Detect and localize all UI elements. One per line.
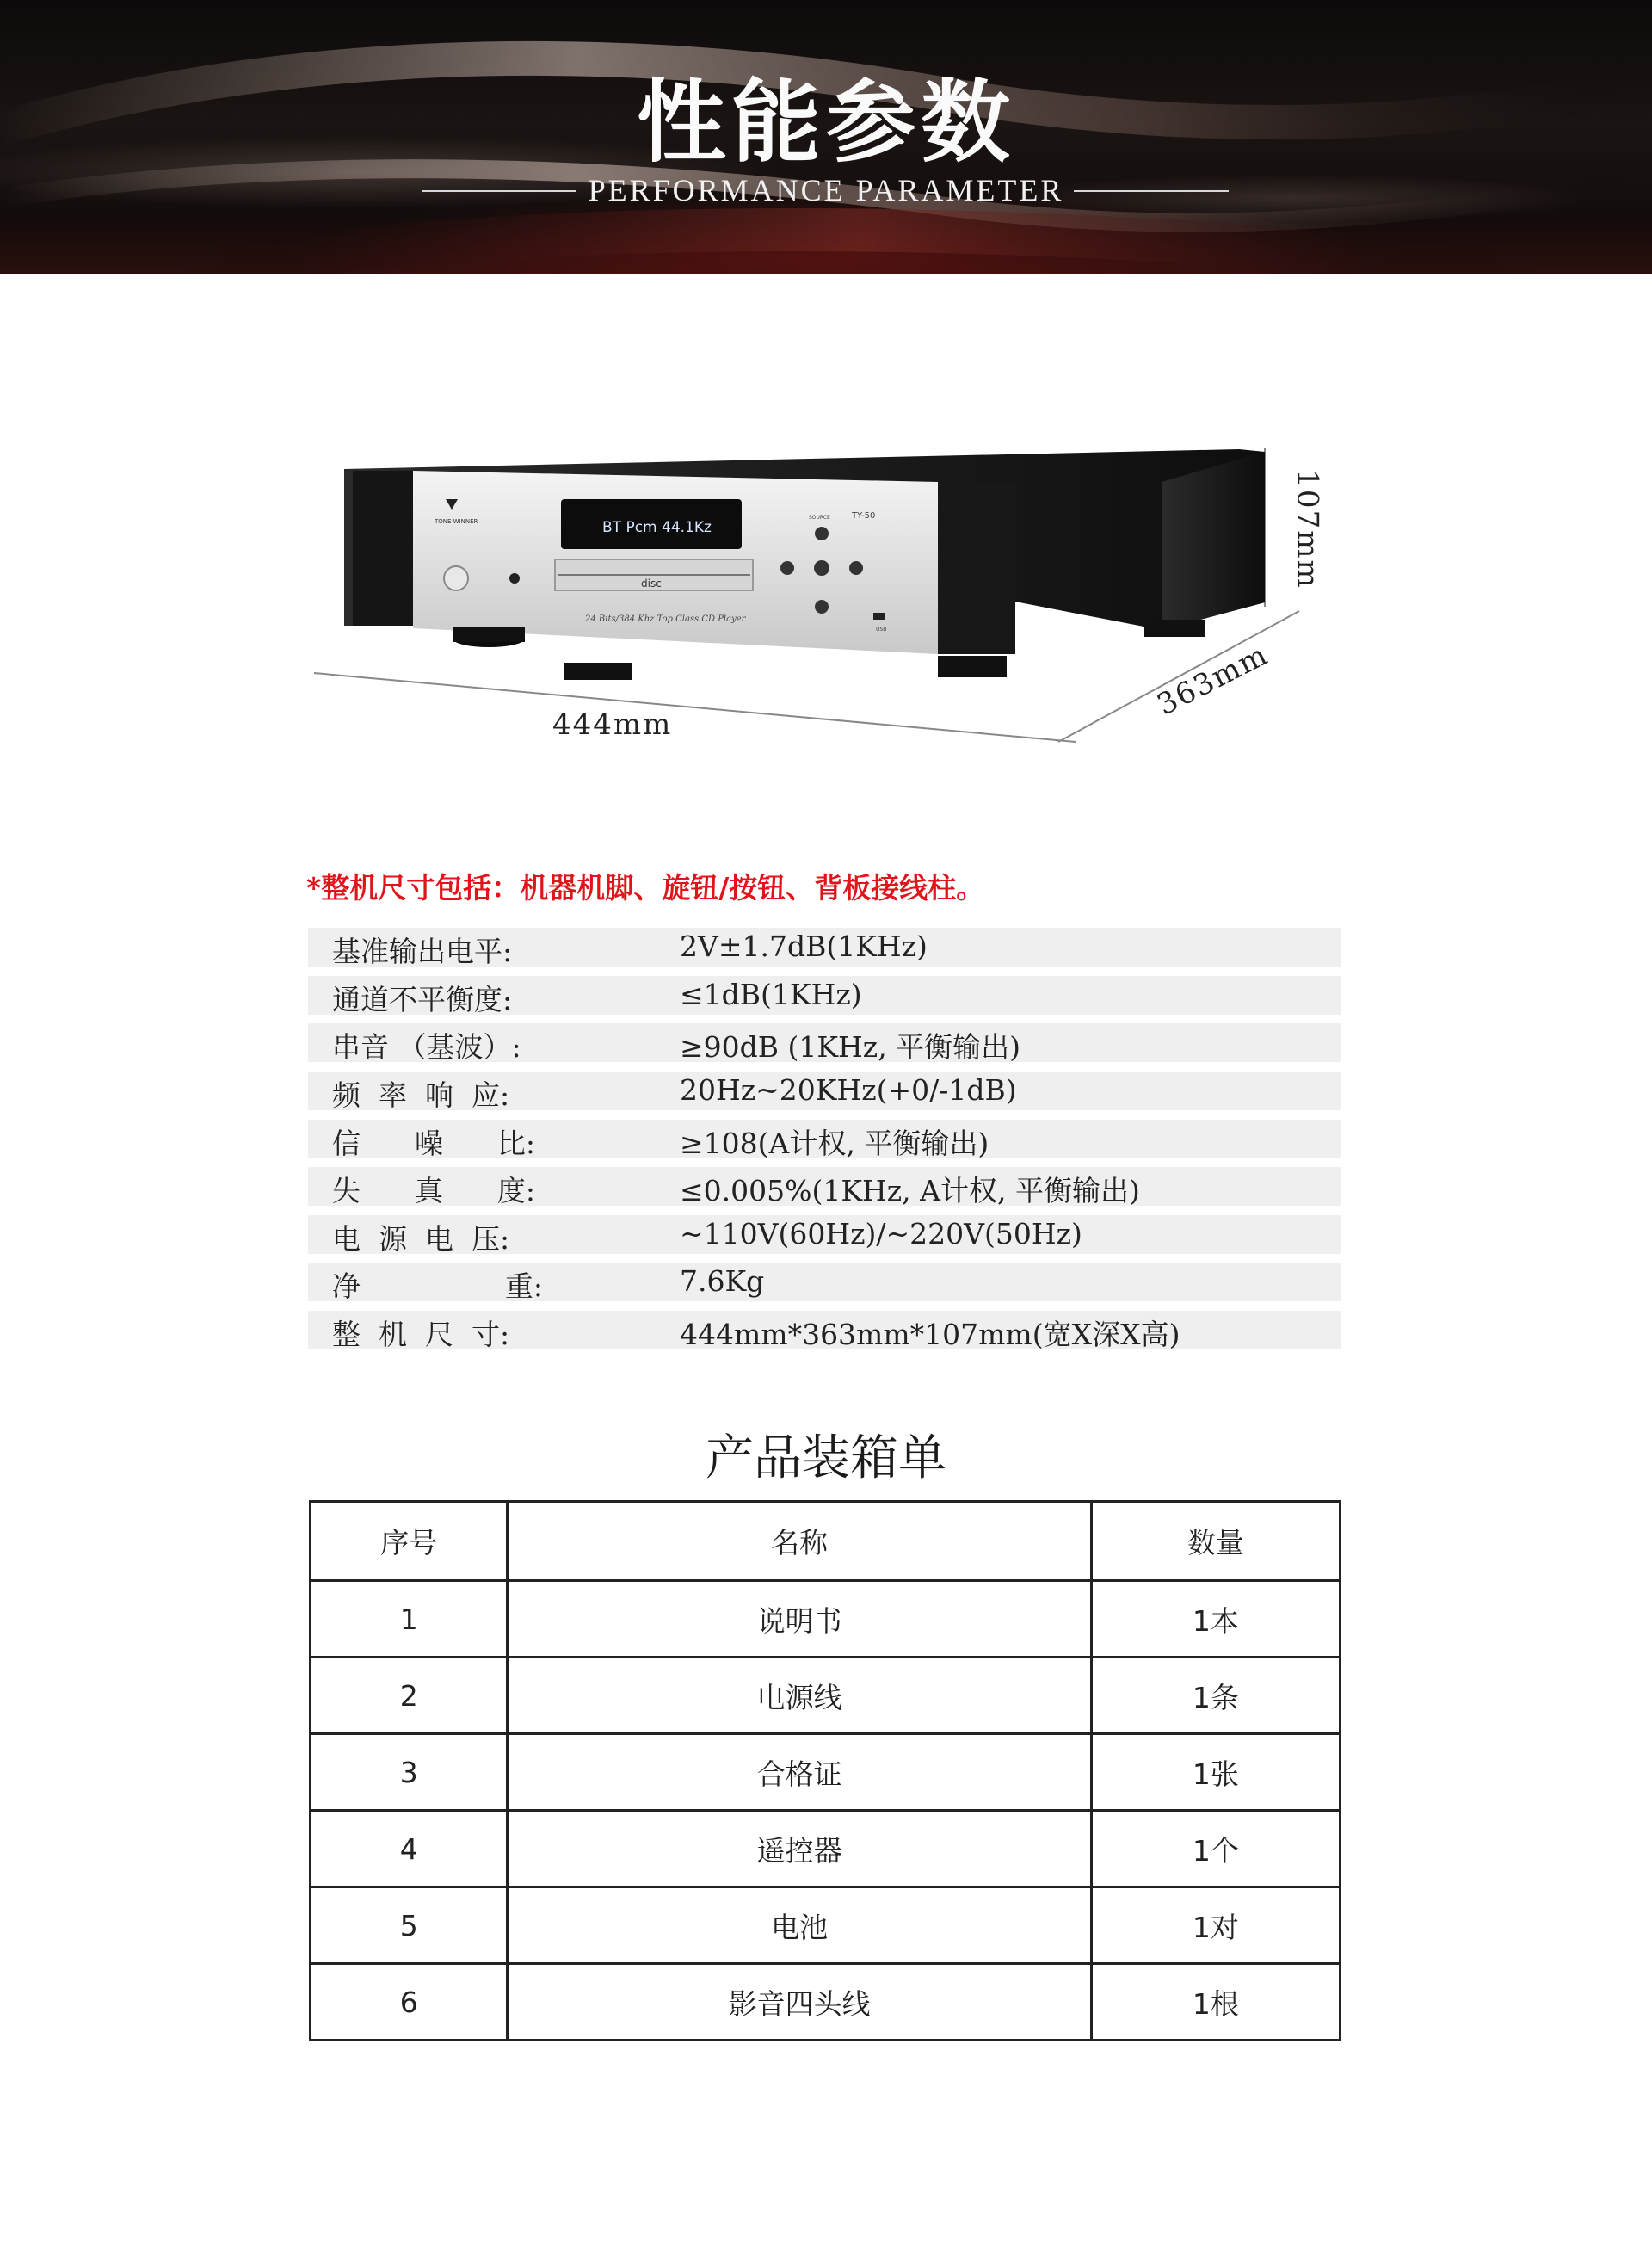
spec-row [308, 1023, 1341, 1062]
spec-row [308, 1311, 1341, 1349]
spec-value: ≤0.005%(1KHz, A计权, 平衡输出) [680, 1174, 1140, 1207]
spec-label: 串音 （基波）: [332, 1030, 521, 1064]
spec-label: 整 机 尺 寸: [332, 1318, 510, 1351]
item-name: 电源线 [508, 1658, 1091, 1734]
spec-value: 7.6Kg [680, 1264, 765, 1298]
front-tagline: 24 Bits/384 Khz Top Class CD Player [585, 614, 746, 624]
item-no: 4 [311, 1811, 508, 1887]
spec-value: 2V±1.7dB(1KHz) [680, 929, 928, 963]
display-readout: BT Pcm 44.1Kz [602, 519, 712, 536]
column-header-qty: 数量 [1091, 1502, 1340, 1581]
table-header-row [311, 1502, 1341, 1581]
disc-slot-label: disc [641, 577, 662, 590]
item-no: 5 [311, 1887, 508, 1964]
spec-label: 频 率 响 应: [332, 1078, 510, 1112]
product-illustration [284, 430, 1342, 775]
item-qty: 1本 [1091, 1581, 1340, 1658]
table-row [311, 1658, 1341, 1734]
height-dimension: 107mm [1290, 469, 1325, 590]
usb-label: USB [876, 627, 887, 633]
spec-value: ≥90dB (1KHz, 平衡输出) [680, 1030, 1021, 1064]
packing-list-title: 产品装箱单 [706, 1430, 946, 1486]
spec-label: 电 源 电 压: [332, 1222, 510, 1256]
item-name: 说明书 [508, 1581, 1091, 1658]
page-title: 性能参数 [636, 69, 1015, 175]
table-row [311, 1964, 1341, 2041]
spec-label: 净 重: [332, 1269, 543, 1303]
item-name: 影音四头线 [508, 1964, 1091, 2041]
item-name: 遥控器 [508, 1811, 1091, 1887]
spec-value: ≤1dB(1KHz) [680, 978, 862, 1011]
header-banner [0, 0, 1652, 274]
column-header-name: 名称 [508, 1502, 1091, 1581]
table-row [311, 1811, 1341, 1887]
spec-value: ~110V(60Hz)/~220V(50Hz) [680, 1217, 1082, 1251]
subtitle-right-rule [1074, 190, 1229, 192]
brand-logo-text: TONE WINNER [435, 518, 478, 525]
table-row [311, 1734, 1341, 1811]
spec-value: ≥108(A计权, 平衡输出) [680, 1127, 989, 1160]
spec-value: 444mm*363mm*107mm(宽X深X高) [680, 1318, 1180, 1351]
item-qty: 1对 [1091, 1887, 1340, 1964]
item-qty: 1条 [1091, 1658, 1340, 1734]
item-no: 3 [311, 1734, 508, 1811]
spec-value: 20Hz~20KHz(+0/-1dB) [680, 1073, 1017, 1107]
item-qty: 1根 [1091, 1964, 1340, 2041]
page-subtitle: PERFORMANCE PARAMETER [588, 173, 1064, 207]
source-label: SOURCE [809, 515, 830, 521]
item-no: 6 [311, 1964, 508, 2041]
width-dimension: 444mm [552, 707, 673, 742]
column-header-no: 序号 [311, 1502, 508, 1581]
item-name: 合格证 [508, 1734, 1091, 1811]
spec-label: 失 真 度: [332, 1174, 535, 1207]
spec-row [308, 1072, 1341, 1110]
spec-row [308, 976, 1341, 1015]
model-label: TY-50 [852, 511, 876, 521]
table-row [311, 1887, 1341, 1964]
item-qty: 1个 [1091, 1811, 1340, 1887]
spec-label: 基准输出电平: [332, 935, 513, 968]
spec-row [308, 928, 1341, 967]
spec-label: 通道不平衡度: [332, 983, 513, 1016]
item-no: 2 [311, 1658, 508, 1734]
item-qty: 1张 [1091, 1734, 1340, 1811]
spec-row [308, 1263, 1341, 1301]
packing-list-table [309, 1500, 1341, 2041]
item-name: 电池 [508, 1887, 1091, 1964]
spec-label: 信 噪 比: [332, 1127, 535, 1160]
spec-row [308, 1215, 1341, 1254]
spec-row [308, 1167, 1341, 1206]
size-note: *整机尺寸包括：机器机脚、旋钮/按钮、背板接线柱。 [306, 871, 985, 905]
depth-dimension: 363mm [1151, 637, 1274, 723]
cd-player-image [284, 430, 1342, 775]
table-row [311, 1581, 1341, 1658]
spec-row [308, 1120, 1341, 1158]
item-no: 1 [311, 1581, 508, 1658]
